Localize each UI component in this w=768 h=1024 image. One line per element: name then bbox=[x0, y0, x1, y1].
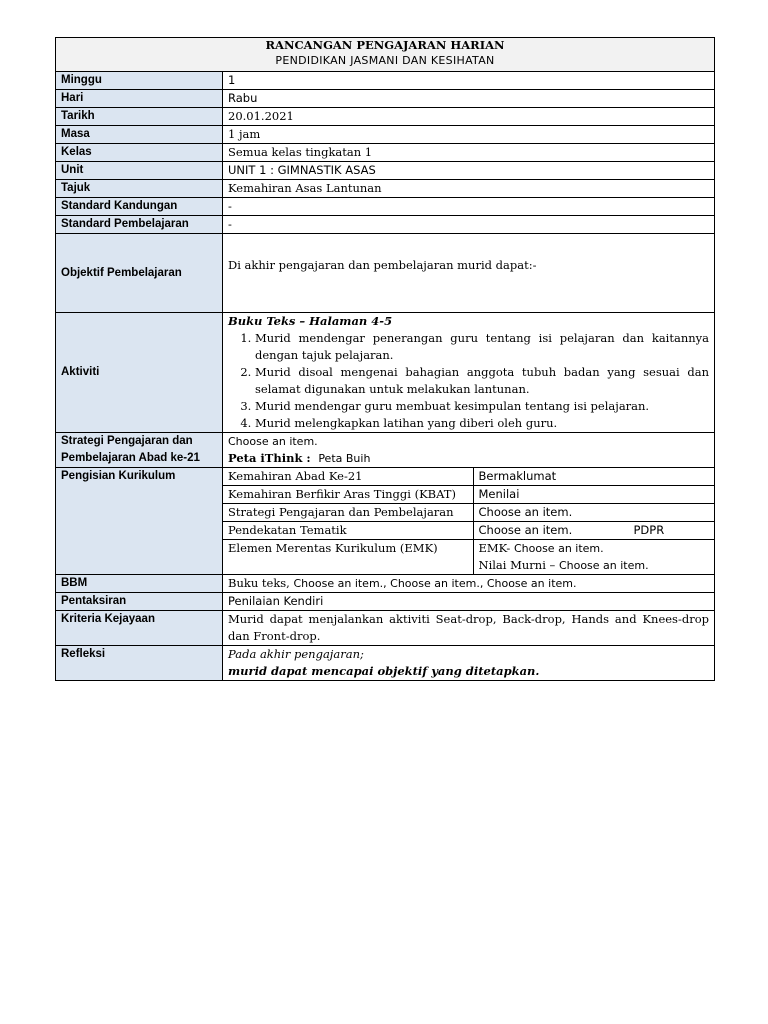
bbm-cell bbox=[223, 575, 715, 593]
minggu-value[interactable]: 1 bbox=[223, 72, 715, 90]
kelas-label: Kelas bbox=[56, 144, 223, 162]
kurikulum-item-name: Elemen Merentas Kurikulum (EMK) bbox=[223, 540, 473, 575]
refleksi-line1: Pada akhir pengajaran; bbox=[228, 647, 364, 661]
refleksi-line2: murid dapat mencapai objektif yang ditetapkan. bbox=[228, 664, 540, 678]
unit-label: Unit bbox=[56, 162, 223, 180]
strategi-cell bbox=[223, 433, 715, 468]
pdpr-text: PDPR bbox=[633, 523, 665, 537]
kurikulum-item-value[interactable]: Bermaklumat bbox=[473, 468, 714, 486]
bbm-dropdowns[interactable]: Choose an item., Choose an item., Choose an item. bbox=[293, 577, 577, 590]
kurikulum-item-value[interactable]: Menilai bbox=[473, 486, 714, 504]
minggu-label: Minggu bbox=[56, 72, 223, 90]
aktiviti-item: 4. Murid melengkapkan latihan yang diberi oleh guru. bbox=[255, 415, 709, 432]
kurikulum-item-name: Strategi Pengajaran dan Pembelajaran bbox=[223, 504, 473, 522]
tarikh-label: Tarikh bbox=[56, 108, 223, 126]
kurikulum-cell bbox=[223, 468, 715, 575]
standard-pembelajaran-label: Standard Pembelajaran bbox=[56, 216, 223, 234]
kurikulum-item-name: Kemahiran Berfikir Aras Tinggi (KBAT) bbox=[223, 486, 473, 504]
standard-pembelajaran-value[interactable]: - bbox=[223, 216, 715, 234]
pendekatan-tematik-cell bbox=[473, 522, 714, 540]
document-title: RANCANGAN PENGAJARAN HARIAN bbox=[265, 38, 505, 52]
strategi-label: Strategi Pengajaran dan Pembelajaran Abad ke-21 bbox=[56, 433, 223, 468]
peta-ithink-label: Peta iThink : bbox=[228, 451, 311, 465]
standard-kandungan-value[interactable]: - bbox=[223, 198, 715, 216]
nilai-murni-prefix: Nilai Murni – bbox=[478, 558, 559, 572]
standard-kandungan-label: Standard Kandungan bbox=[56, 198, 223, 216]
tajuk-label: Tajuk bbox=[56, 180, 223, 198]
kurikulum-item-value[interactable]: Choose an item. bbox=[478, 523, 573, 537]
peta-ithink-value[interactable]: Peta Buih bbox=[318, 452, 371, 465]
objektif-value[interactable]: Di akhir pengajaran dan pembelajaran murid dapat:- bbox=[223, 234, 715, 313]
pentaksiran-label: Pentaksiran bbox=[56, 593, 223, 611]
strategi-dropdown[interactable]: Choose an item. bbox=[228, 435, 318, 448]
aktiviti-label: Aktiviti bbox=[56, 313, 223, 433]
document-subtitle: PENDIDIKAN JASMANI DAN KESIHATAN bbox=[275, 54, 495, 67]
nilai-murni-dropdown[interactable]: Choose an item. bbox=[558, 559, 649, 572]
refleksi-cell[interactable] bbox=[223, 646, 715, 681]
masa-label: Masa bbox=[56, 126, 223, 144]
aktiviti-cell[interactable] bbox=[223, 313, 715, 433]
pentaksiran-value[interactable]: Penilaian Kendiri bbox=[223, 593, 715, 611]
kurikulum-label: Pengisian Kurikulum bbox=[56, 468, 223, 575]
tajuk-value[interactable]: Kemahiran Asas Lantunan bbox=[223, 180, 715, 198]
hari-value[interactable]: Rabu bbox=[223, 90, 715, 108]
aktiviti-list bbox=[228, 330, 709, 432]
aktiviti-heading: Buku Teks – Halaman 4-5 bbox=[228, 314, 393, 328]
aktiviti-item: 1. Murid mendengar penerangan guru tentang isi pelajaran dan kaitannya dengan tajuk pelajaran. bbox=[255, 330, 709, 364]
kriteria-label: Kriteria Kejayaan bbox=[56, 611, 223, 646]
kurikulum-item-name: Kemahiran Abad Ke-21 bbox=[223, 468, 473, 486]
emk-cell bbox=[473, 540, 714, 575]
unit-value[interactable]: UNIT 1 : GIMNASTIK ASAS bbox=[223, 162, 715, 180]
refleksi-label: Refleksi bbox=[56, 646, 223, 681]
kurikulum-item-name: Pendekatan Tematik bbox=[223, 522, 473, 540]
kelas-value[interactable]: Semua kelas tingkatan 1 bbox=[223, 144, 715, 162]
objektif-label: Objektif Pembelajaran bbox=[56, 234, 223, 313]
lesson-plan-table bbox=[55, 37, 715, 681]
hari-label: Hari bbox=[56, 90, 223, 108]
aktiviti-item: 2. Murid disoal mengenai bahagian anggota tubuh badan yang sesuai dan selamat digunakan untuk melakukan lantunan. bbox=[255, 364, 709, 398]
kriteria-value[interactable]: Murid dapat menjalankan aktiviti Seat-drop, Back-drop, Hands and Knees-drop dan Front-drop. bbox=[223, 611, 715, 646]
bbm-label: BBM bbox=[56, 575, 223, 593]
bbm-prefix: Buku teks, bbox=[228, 576, 294, 590]
header-cell bbox=[56, 38, 715, 72]
emk-prefix: EMK- bbox=[478, 541, 514, 555]
emk-dropdown[interactable]: Choose an item. bbox=[513, 542, 604, 555]
kurikulum-item-value[interactable]: Choose an item. bbox=[473, 504, 714, 522]
aktiviti-item: 3. Murid mendengar guru membuat kesimpulan tentang isi pelajaran. bbox=[255, 398, 709, 415]
kurikulum-table bbox=[223, 468, 714, 574]
masa-value[interactable]: 1 jam bbox=[223, 126, 715, 144]
tarikh-value[interactable]: 20.01.2021 bbox=[223, 108, 715, 126]
